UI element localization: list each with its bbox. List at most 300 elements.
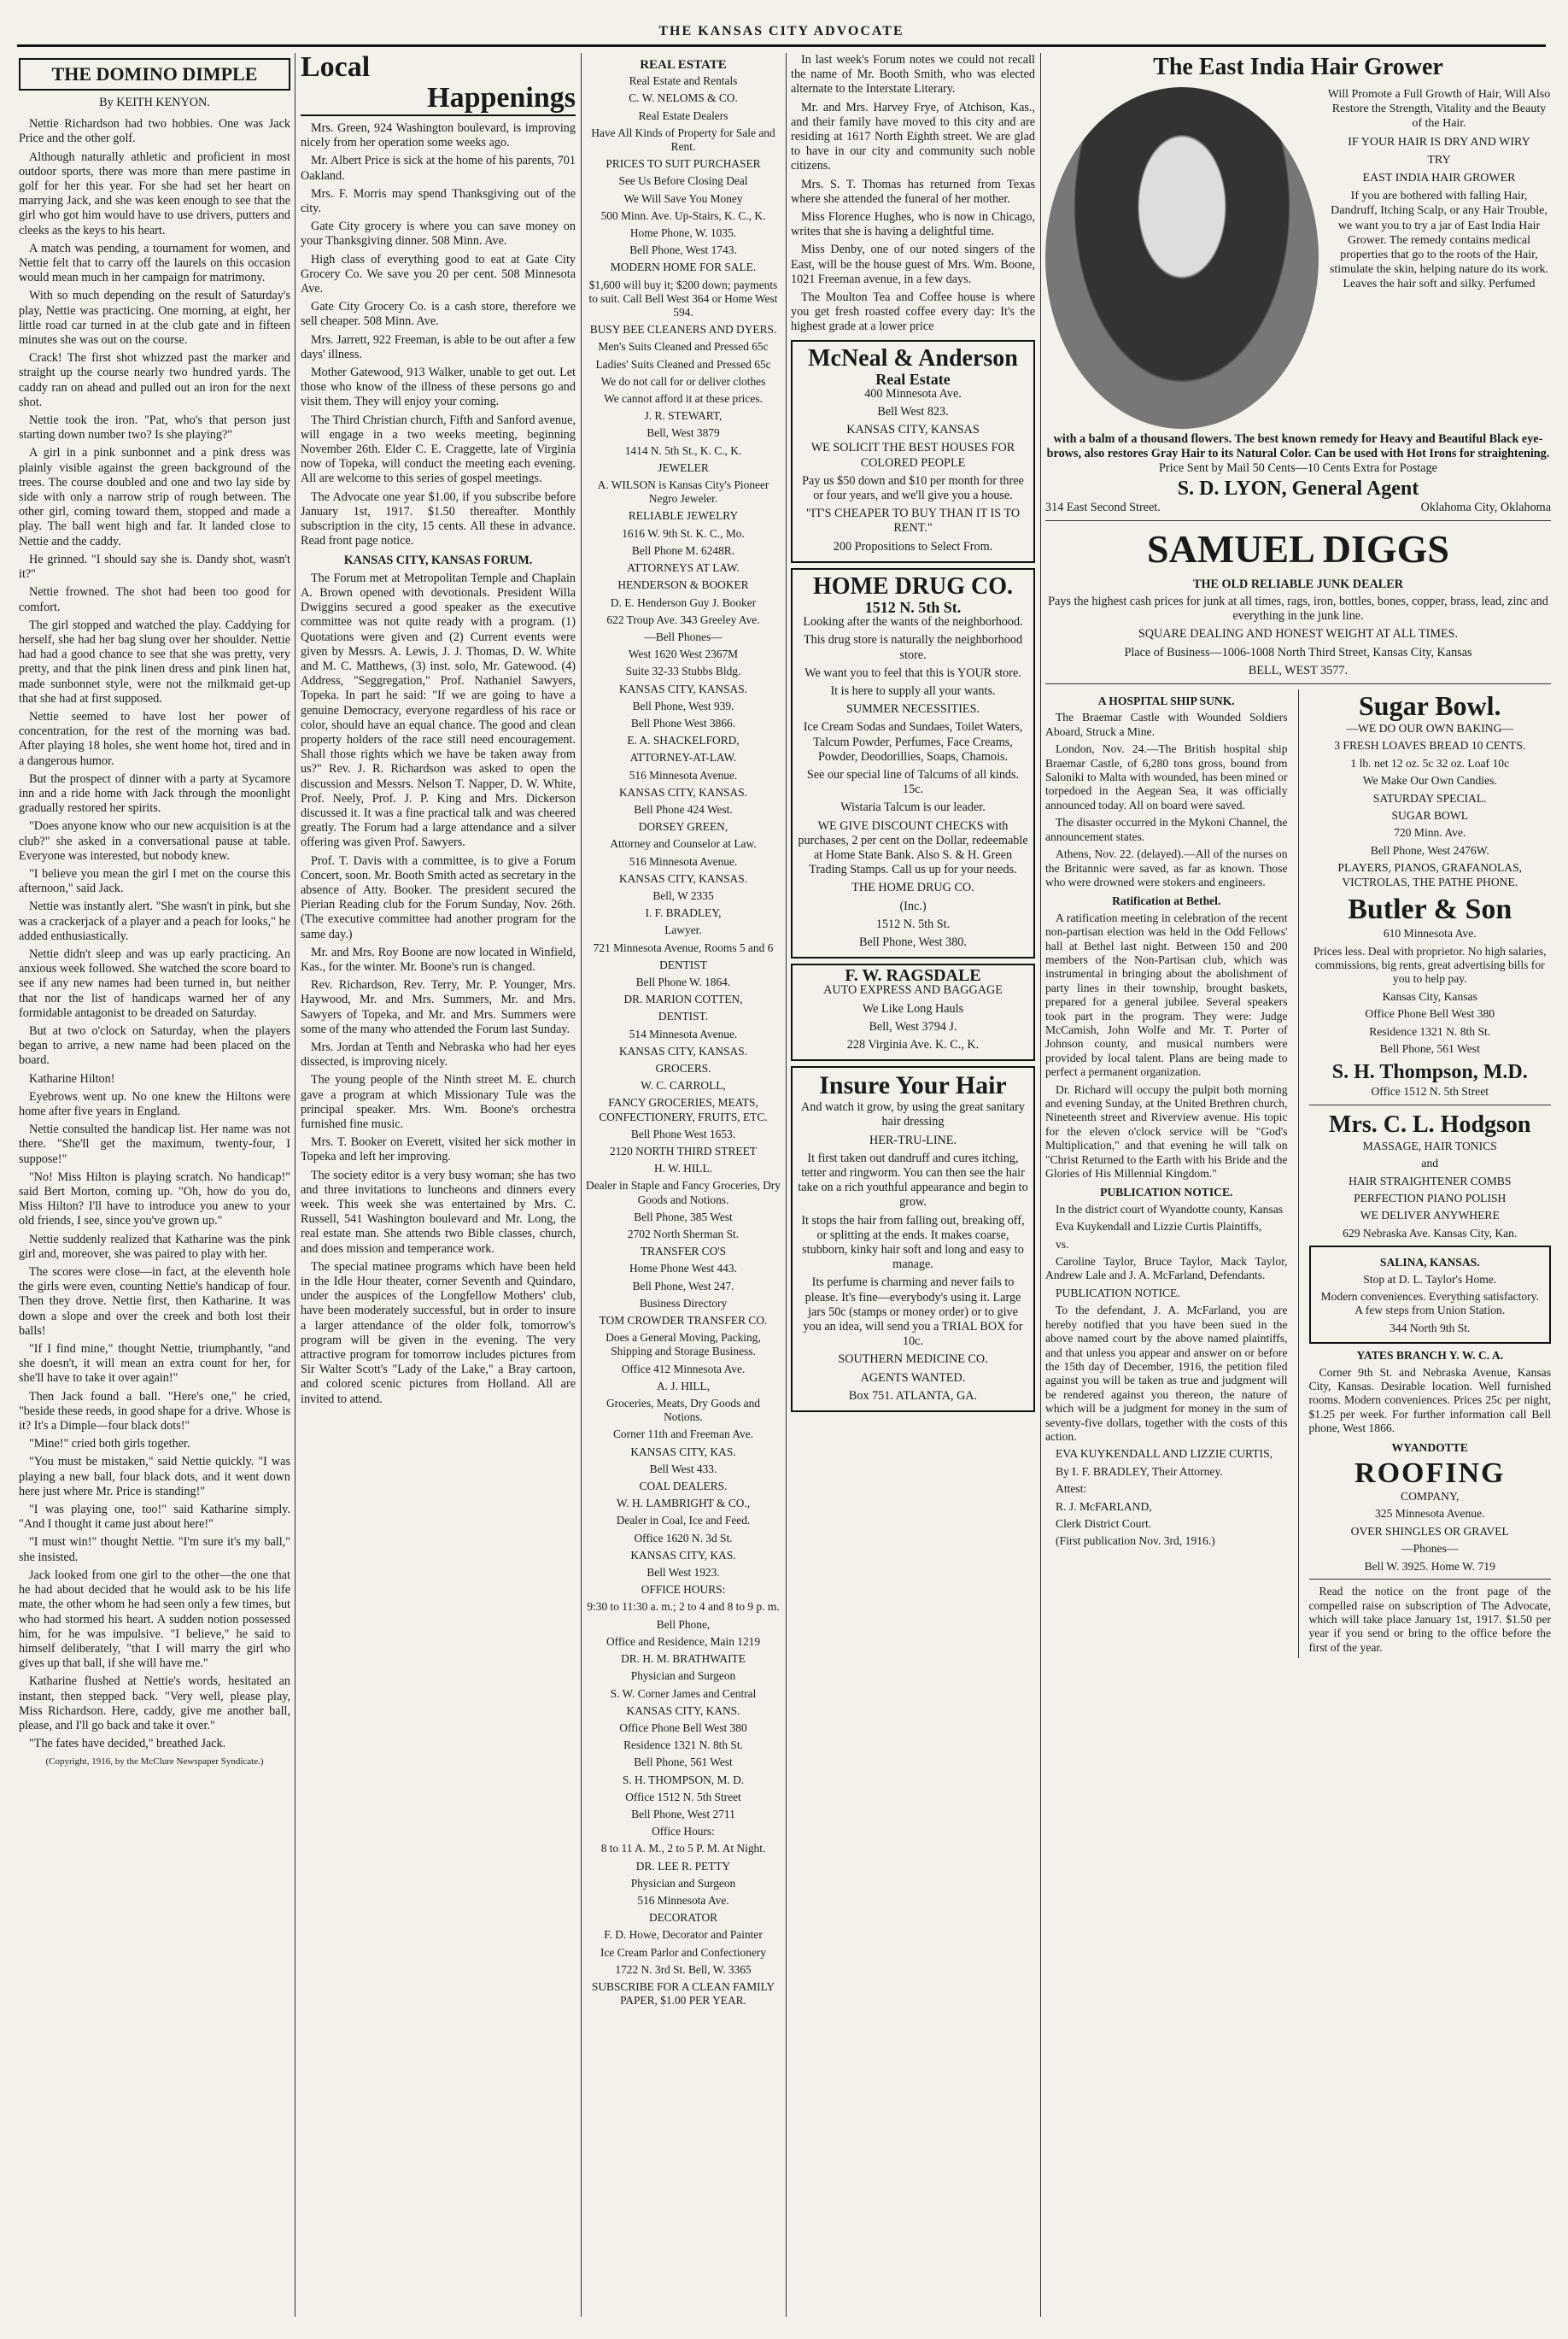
copyright-line: (Copyright, 1916, by the McClure Newspaper Syndicate.) — [45, 1756, 264, 1767]
salina-title: SALINA, KANSAS. — [1379, 1256, 1480, 1269]
ragsdale-lines — [798, 983, 1028, 1052]
directory-line: Bell West 1923. — [647, 1566, 720, 1580]
ad-line: Prices less. Deal with proprietor. No high salaries, commissions, big rents, great advertising bills for you to help pay. — [1313, 944, 1547, 986]
local-item: Mr. Albert Price is sick at the home of his parents, 701 Oakland. — [301, 154, 576, 183]
directory-line: D. E. Henderson Guy J. Booker — [610, 595, 757, 609]
directory-line: Bell Phone, 385 West — [634, 1210, 733, 1223]
thompson-title: S. H. Thompson, M.D. — [1331, 1061, 1528, 1084]
east-india-side — [1327, 87, 1551, 429]
publication-heading: PUBLICATION NOTICE. — [1100, 1186, 1233, 1199]
directory-line: Suite 32-33 Stubbs Bldg. — [625, 665, 741, 678]
directory-line: ATTORNEY-AT-LAW. — [629, 751, 737, 765]
local-item: Gate City grocery is where you can save money on your Thanksgiving dinner. 508 Minn. Ave. — [301, 220, 576, 249]
ad-line: Stop at D. L. Taylor's Home. — [1363, 1272, 1497, 1286]
ad-line: Bell W. 3925. Home W. 719 — [1364, 1559, 1495, 1573]
directory-line: Bell Phone, — [656, 1617, 711, 1631]
ad-line: IF YOUR HAIR IS DRY AND WIRY — [1348, 135, 1530, 149]
directory-line: Attorney and Counselor at Law. — [610, 837, 757, 851]
hodgson-title: Mrs. C. L. Hodgson — [1329, 1111, 1531, 1138]
directory-column — [586, 53, 781, 2325]
ad-line: 3 FRESH LOAVES BREAD 10 CENTS. — [1334, 739, 1526, 753]
column-rule — [786, 53, 787, 2317]
real-estate-heading: REAL ESTATE — [640, 58, 727, 72]
story-paragraph: The girl stopped and watched the play. Caddying for herself, she had her bag slung over her shoulder. Nettie had had a good chance to see that she was pretty, very pretty, and that the pink linen dress and pink linen hat, made sunbonnet style, were not the milkmaid get-up that she had at first supposed. — [19, 618, 290, 706]
directory-line: MODERN HOME FOR SALE. — [610, 261, 757, 274]
ratify-heading: Ratification at Bethel. — [1112, 894, 1221, 908]
east-india-address: 314 East Second Street. — [1045, 500, 1161, 514]
ad-line: SQUARE DEALING AND HONEST WEIGHT AT ALL TIMES. — [1138, 627, 1459, 642]
local-title-2: Happenings — [427, 82, 576, 114]
story-paragraph: Nettie suddenly realized that Katharine was the pink girl and, moreover, she was paired to play with her. — [19, 1232, 290, 1261]
directory-line: C. W. NELOMS & CO. — [629, 91, 738, 105]
story-title-box — [19, 58, 290, 91]
salina-lines — [1316, 1273, 1545, 1336]
directory-line: 514 Minnesota Avenue. — [629, 1027, 738, 1041]
ad-line: 325 Minnesota Avenue. — [1375, 1507, 1485, 1521]
ad-line: WE SOLICIT THE BEST HOUSES FOR COLORED PEOPLE — [810, 441, 1015, 470]
ad-line: MASSAGE, HAIR TONICS — [1362, 1139, 1497, 1152]
directory-line: KANSAS CITY, KAS. — [630, 1445, 736, 1458]
forum-heading: KANSAS CITY, KANSAS FORUM. — [343, 554, 533, 568]
story-paragraph: A match was pending, a tournament for women, and Nettie felt that to carry off the laurels on this occasion would mean much in her campaign for matrimony. — [19, 241, 290, 285]
directory-line: S. H. THOMPSON, M. D. — [622, 1773, 745, 1786]
directory-line: Dealer in Coal, Ice and Feed. — [616, 1514, 751, 1527]
ad-line: and — [1421, 1157, 1439, 1170]
directory-line: Real Estate Dealers — [638, 108, 728, 122]
story-byline: By KEITH KENYON. — [99, 96, 210, 109]
ad-line: PERFECTION PIANO POLISH — [1354, 1191, 1507, 1205]
story-paragraph: Jack looked from one girl to the other—the one that he had about decided that he would ask to be his life mate, the other whom he had seen only a few times, but who had stormed his heart. A sudden notion possessed him, for he was impulsive. "I believe," he said to himself deliberately, "that I will marry the girl who gives up that ball, if she will have me." — [19, 1568, 290, 1671]
notice-line: Attest: — [1056, 1482, 1087, 1496]
ad-line: Ice Cream Sodas and Sundaes, Toilet Waters, Talcum Powder, Perfumes, Face Creams, Powder, Deodorillies, Soaps, Chamois. — [803, 720, 1023, 764]
directory-line: Bell Phone, 561 West — [634, 1756, 733, 1769]
notice-line: R. J. McFARLAND, — [1056, 1499, 1152, 1513]
directory-line: Physician and Surgeon — [630, 1669, 736, 1683]
story-paragraph: "Does anyone know who our new acquisition is at the club?" she asked in a conversational pause at table. Everyone was interested, but nobody knew. — [19, 819, 290, 863]
story-paragraph: But the prospect of dinner with a party at Sycamore inn and a ride home with Jack through the moonlight gradually restored her spirits. — [19, 771, 290, 816]
news-paragraph: Mrs. S. T. Thomas has returned from Texas where she attended the funeral of her mother. — [791, 177, 1035, 206]
ad-line: Its perfume is charming and never fails to please. It's fine—everybody's using it. Large jars 50c (stamps or money order) or to give you an idea, will send you a TRIAL BOX for 10c. — [803, 1275, 1023, 1349]
directory-line: We Will Save You Money — [623, 191, 743, 205]
directory-line: 516 Minnesota Ave. — [637, 1893, 729, 1907]
story-paragraph: "No! Miss Hilton is playing scratch. No handicap!" said Bert Morton, coming up. "Oh, how do you do, Miss Hilton? I'll have to introduce you anew to your old friends, I see, since you've grown up." — [19, 1170, 290, 1228]
hodgson-lines — [1309, 1140, 1552, 1240]
ad-line: This drug store is naturally the neighborhood store. — [803, 633, 1023, 662]
directory-line: Dealer in Staple and Fancy Groceries, Dry Goods and Notions. — [586, 1179, 781, 1206]
directory-line: KANSAS CITY, KANSAS. — [618, 682, 748, 695]
ad-line: Modern conveniences. Everything satisfactory. A few steps from Union Station. — [1320, 1290, 1539, 1317]
ad-line: 720 Minn. Ave. — [1394, 826, 1466, 840]
ad-line: 400 Minnesota Ave. — [864, 386, 962, 401]
directory-line: Bell West 433. — [649, 1462, 717, 1475]
ad-line: 228 Virginia Ave. K. C., K. — [846, 1037, 980, 1052]
ad-line: If you are bothered with falling Hair, Dandruff, Itching Scalp, or any Hair Trouble, we want you to try a jar of East India Hair Grower. The remedy contains medical properties that go to the roots of the Hair, stimulate the skin, helping nature do its work. Leaves the hair soft and silky. Perfumed — [1329, 190, 1549, 291]
drug-address: 1512 N. 5th St. — [864, 598, 962, 616]
ad-line: SOUTHERN MEDICINE CO. — [838, 1352, 988, 1367]
ad-line: SATURDAY SPECIAL. — [1372, 791, 1487, 805]
diggs-lines — [1045, 595, 1551, 678]
story-paragraph: "I believe you mean the girl I met on the course this afternoon," said Jack. — [19, 866, 290, 896]
notice-line: Caroline Taylor, Bruce Taylor, Mack Taylor, Andrew Lale and J. A. McFarland, Defendants. — [1045, 1255, 1288, 1282]
ad-line: AGENTS WANTED. — [860, 1370, 966, 1385]
ad-line: EAST INDIA HAIR GROWER — [1362, 172, 1516, 185]
diggs-ad — [1045, 526, 1551, 678]
directory-line: HENDERSON & BOOKER — [617, 578, 749, 592]
ads-subcolumn — [1309, 689, 1552, 1658]
directory-line: $1,600 will buy it; $200 down; payments to suit. Call Bell West 364 or Home West 594. — [588, 278, 778, 319]
directory-line: F. D. Howe, Decorator and Painter — [604, 1928, 763, 1942]
east-india-body — [1045, 87, 1551, 429]
directory-line: TOM CROWDER TRANSFER CO. — [599, 1314, 768, 1328]
directory-line: SUBSCRIBE FOR A CLEAN FAMILY PAPER, $1.00 PER YEAR. — [591, 1979, 775, 2008]
story-paragraph: Nettie frowned. The shot had been too good for comfort. — [19, 585, 290, 614]
forum-paragraph: Rev. Richardson, Rev. Terry, Mr. P. Younger, Mrs. Haywood, Mr. and Mrs. Summers, Mr. and Mrs. Sawyers of Topeka, and Mr. and Mrs. Summers were some of the many who attended the Forum last Sunday. — [301, 978, 576, 1036]
butler-lines — [1309, 927, 1552, 1004]
directory-line: 1414 N. 5th St., K. C., K. — [624, 443, 742, 457]
notice-line: (First publication Nov. 3rd, 1916.) — [1056, 1534, 1215, 1548]
directory-line: I. F. BRADLEY, — [645, 906, 722, 920]
diggs-title: SAMUEL DIGGS — [1146, 526, 1450, 571]
ad-line: We Like Long Hauls — [862, 1001, 964, 1016]
story-paragraph: With so much depending on the result of Saturday's play, Nettie was practicing. One morning, at eight, her little road car turned in at the club gate and in fifteen minutes she was out on the course. — [19, 289, 290, 348]
forum-paragraph: Mr. and Mrs. Roy Boone are now located in Winfield, Kas., for the winter. Mr. Boone's run is changed. — [301, 945, 576, 974]
ad-line: —WE DO OUR OWN BAKING— — [1346, 722, 1514, 736]
directory-line: Office 412 Minnesota Ave. — [621, 1362, 746, 1375]
directory-line: Bell, W 2335 — [652, 888, 714, 902]
east-india-ad — [1045, 53, 1551, 515]
ad-line: "IT'S CHEAPER TO BUY THAN IT IS TO RENT." — [805, 507, 1021, 536]
story-paragraph: "Mine!" cried both girls together. — [29, 1437, 190, 1451]
ad-line: 200 Propositions to Select From. — [833, 539, 993, 554]
directory-line: 500 Minn. Ave. Up-Stairs, K. C., K. — [600, 208, 766, 222]
directory-line: W. H. LAMBRIGHT & CO., — [616, 1497, 751, 1510]
local-happenings-column — [301, 53, 576, 2325]
directory-line: Office 1620 N. 3d St. — [634, 1531, 733, 1545]
ad-line: Wistaria Talcum is our leader. — [840, 800, 986, 815]
ragsdale-title: F. W. RAGSDALE — [845, 966, 981, 986]
east-india-footer — [1045, 501, 1551, 515]
forum-paragraph: The society editor is a very busy woman; she has two and three invitations to luncheons and dinners every week. This week she was entertained by Mrs. C. Russell, 541 Washington boulevard and Mr. Long, the real estate man. She attends two Bible classes, church, and does mission and temperance work. — [301, 1168, 576, 1256]
mcneal-subtitle: Real Estate — [875, 370, 951, 388]
directory-line: A. J. HILL, — [656, 1379, 711, 1392]
story-paragraph: Crack! The first shot whizzed past the marker and straight up the course nearly two hundred yards. The caddy ran on ahead and pulled out an iron for the next shot. — [19, 351, 290, 409]
ad-line: HAIR STRAIGHTENER COMBS — [1349, 1174, 1512, 1187]
directory-line: Have All Kinds of Property for Sale and Rent. — [591, 126, 775, 154]
directory-line: DR. MARION COTTEN, — [623, 993, 743, 1006]
forum-paragraph: The young people of the Ninth street M. E. church gave a program at which Missionary Tule was the principal speaker. Mrs. Wm. Boone's orchestra furnished fine music. — [301, 1073, 576, 1131]
news-paragraph: Miss Florence Hughes, who is now in Chicago, writes that she is having a delightful time. — [791, 210, 1035, 239]
directory-line: KANSAS CITY, KANS. — [626, 1703, 740, 1717]
ad-line: Kansas City, Kansas — [1382, 989, 1477, 1003]
roofing-top: WYANDOTTE — [1391, 1440, 1468, 1454]
roofing-title: ROOFING — [1354, 1457, 1506, 1490]
local-item: Gate City Grocery Co. is a cash store, therefore we sell cheaper. 508 Minn. Ave. — [301, 300, 576, 329]
directory-line: Bell Phone, West 939. — [632, 699, 734, 712]
forum-paragraph: Prof. T. Davis with a committee, is to give a Forum Concert, soon. Mr. Booth Smith acted as secretary in the absence of Atty. Booker. The president secured the Pierian Reading club for the Forum Sunday, Nov. 26th. (The executive committee had another program for the same day.) — [301, 853, 576, 941]
sugar-lines — [1309, 722, 1552, 889]
ad-line: Box 751. ATLANTA, GA. — [848, 1388, 978, 1403]
ad-line: PLAYERS, PIANOS, GRAFANOLAS, VICTROLAS, THE PATHE PHONE. — [1337, 861, 1523, 888]
ad-line: WE GIVE DISCOUNT CHECKS with purchases, 2 per cent on the Dollar, redeemable at Home State Bank. Also S. & H. Green Trading Stamps. Call us up for your needs. — [798, 818, 1028, 877]
notice-line: Eva Kuykendall and Lizzie Curtis Plaintiffs, — [1056, 1220, 1262, 1234]
directory-line: H. W. HILL. — [653, 1162, 713, 1175]
local-item: Mother Gatewood, 913 Walker, unable to get out. Let those who know of the illness of these persons go and visit them. They will enjoy your coming. — [301, 366, 576, 409]
directory-line: Does a General Moving, Packing, Shipping and Storage Business. — [606, 1331, 761, 1358]
directory-line: DR. LEE R. PETTY — [635, 1859, 731, 1873]
ad-line: Bell Phone, West 2476W. — [1370, 843, 1489, 857]
directory-line: KANSAS CITY, KANSAS. — [618, 785, 748, 799]
news-paragraph: The Moulton Tea and Coffee house is where you get fresh roasted coffee every day: It's the highest grade at a lower price — [791, 290, 1035, 334]
story-paragraph: "If I find mine," thought Nettie, triumphantly, "and she doesn't, it will mean an extra count for her, for she'll have to take it over again!" — [19, 1342, 290, 1386]
notice-line: PUBLICATION NOTICE. — [1056, 1286, 1180, 1299]
directory-line: Office and Residence, Main 1219 — [606, 1634, 761, 1648]
directory-line: TRANSFER CO'S — [640, 1245, 727, 1258]
directory-line: Office 1512 N. 5th Street — [625, 1790, 741, 1803]
story-paragraph: But at two o'clock on Saturday, when the players began to arrive, a new name had been placed on the board. — [19, 1023, 290, 1068]
divider — [1045, 683, 1551, 684]
roofing-lines — [1309, 1490, 1552, 1574]
ywca-text: Corner 9th St. and Nebraska Avenue, Kansas City, Kansas. Desirable location. Well furnished rooms. Modern conveniences. Prices 25c per night, $1.25 per week. For further information call Bell phone, West 1866. — [1308, 1365, 1551, 1435]
ad-line: SUGAR BOWL — [1391, 809, 1468, 823]
ad-line: BELL, WEST 3577. — [1248, 663, 1349, 677]
story-paragraph: "The fates have decided," breathed Jack. — [29, 1737, 226, 1751]
directory-line: Bell Phone W. 1864. — [635, 975, 731, 988]
directory-line: KANSAS CITY, KANSAS. — [618, 1044, 748, 1058]
story-paragraph: The scores were close—in fact, at the eleventh hole the girls were even, counting Nettie's handicap of four. Then they drove. Nettie first, then Katharine. It was down a slope and over the creek and both lost their balls! — [19, 1265, 290, 1338]
ad-line: SUMMER NECESSITIES. — [845, 702, 980, 717]
local-item: High class of everything good to eat at Gate City Grocery Co. We save you 20 per cent. 508 Minnesota Ave. — [301, 252, 576, 296]
publication-paras — [1045, 1203, 1288, 1549]
news-paragraph: Dr. Richard will occupy the pulpit both morning and evening Sunday, at the United Brethren church, Nineteenth street and Riverview avenue. His topic for the eleven o'clock service will be "God's Multiplication," and that evening he will talk on "Christ Returned to the Earth with his Bride and the Glories of His Millennial Kingdom." — [1045, 1082, 1288, 1181]
ad-line: WE DELIVER ANYWHERE — [1360, 1209, 1500, 1222]
directory-line: J. R. STEWART, — [644, 409, 723, 423]
hair-lines — [798, 1100, 1028, 1404]
ad-line: Bell West 823. — [877, 405, 949, 419]
ad-line: (Inc.) — [899, 899, 927, 913]
notice-line: By I. F. BRADLEY, Their Attorney. — [1056, 1464, 1223, 1478]
directory-line: 2120 NORTH THIRD STREET — [610, 1145, 757, 1158]
hair-title: Insure Your Hair — [819, 1071, 1007, 1100]
directory-line: Ladies' Suits Cleaned and Pressed 65c — [595, 357, 771, 371]
masthead: THE KANSAS CITY ADVOCATE — [17, 24, 1546, 47]
ywca-title: YATES BRANCH Y. W. C. A. — [1356, 1349, 1504, 1363]
subscription-notice: Read the notice on the front page of the compelled raise on subscription of The Advocate, which will take place January 1st, 1917. $1.50 per year if you send or bring to the office before the first of the year. — [1308, 1585, 1551, 1654]
diggs-subtitle: THE OLD RELIABLE JUNK DEALER — [1193, 577, 1403, 591]
story-paragraph: Nettie didn't sleep and was up early practicing. An anxious week followed. She watched the score board to see if any new names had been turned in, but neither that nor the list of handicaps warned her of any formidable antagonist to be dreaded on Saturday. — [19, 947, 290, 1020]
ad-line: —Phones— — [1401, 1542, 1459, 1556]
directory-line: Real Estate and Rentals — [629, 74, 738, 88]
directory-line: 721 Minnesota Avenue, Rooms 5 and 6 — [593, 941, 774, 954]
story-paragraph: Then Jack found a ball. "Here's one," he cried, "beside these reeds, in good shape for a drive. Whose is it? It's a Dimple—four black dots!" — [19, 1389, 290, 1433]
directory-line: Physician and Surgeon — [630, 1876, 736, 1890]
thompson-lines — [1309, 1007, 1552, 1056]
directory-line: Office Hours: — [652, 1825, 715, 1838]
home-drug-ad — [791, 568, 1035, 958]
directory-line: OFFICE HOURS: — [641, 1583, 726, 1597]
directory-line: DENTIST. — [658, 1010, 709, 1023]
directory-line: 2702 North Sherman St. — [627, 1228, 740, 1241]
forum-paragraph: Mrs. Jordan at Tenth and Nebraska who had her eyes dissected, is improving nicely. — [301, 1040, 576, 1070]
directory-line: 516 Minnesota Avenue. — [629, 854, 738, 868]
story-paragraph: Katharine flushed at Nettie's words, hesitated an instant, then stepped back. "Very well, please play, Miss Richardson. Here, caddy, give me another ball, please, and I'll go back and take it over." — [19, 1674, 290, 1732]
local-header — [301, 53, 576, 116]
ad-line: Pay us $50 down and $10 per month for three or four years, and we'll give you a house. — [802, 473, 1024, 503]
directory-line: We cannot afford it at these prices. — [604, 392, 763, 406]
story-paragraph: Nettie was instantly alert. "She wasn't in pink, but she was a crackerjack of a player and a peach for looks," he added enthusiastically. — [19, 900, 290, 943]
directory-line: Lawyer. — [664, 923, 702, 937]
ad-line: Pays the highest cash prices for junk at all times, rags, iron, bottles, bones, copper, brass, lead, zinc and everything in the junk line. — [1048, 595, 1548, 624]
ad-line: THE HOME DRUG CO. — [851, 881, 974, 895]
directory-line: Home Phone West 443. — [629, 1262, 737, 1275]
directory-line: PRICES TO SUIT PURCHASER — [606, 157, 761, 171]
ad-line: COMPANY, — [1401, 1490, 1460, 1504]
ragsdale-ad — [791, 964, 1035, 1061]
ship-paras — [1045, 711, 1288, 889]
directory-line: W. C. CARROLL, — [641, 1079, 726, 1093]
directory-line: DECORATOR — [648, 1911, 718, 1925]
directory-line: See Us Before Closing Deal — [618, 174, 748, 188]
ad-line: 344 North 9th St. — [1390, 1321, 1471, 1334]
directory-line: Men's Suits Cleaned and Pressed 65c — [598, 340, 769, 354]
forum-paragraph: Mrs. T. Booker on Everett, visited her sick mother in Topeka and left her improving. — [301, 1135, 576, 1164]
ad-line: Residence 1321 N. 8th St. — [1369, 1024, 1491, 1038]
story-paragraph: Katharine Hilton! — [29, 1071, 115, 1086]
local-item: The Third Christian church, Fifth and Sanford avenue, will engage in a two weeks meeting, beginning November 26th. Elder C. E. Craggette, late of Virginia now of Topeka, will conduct the meeting each evening. All are welcome to this series of gospel meetings. — [301, 413, 576, 486]
ad-line: Office Phone Bell West 380 — [1365, 1007, 1495, 1021]
ad-line: Place of Business—1006-1008 North Third Street, Kansas City, Kansas — [1124, 645, 1472, 659]
directory-line: DORSEY GREEN, — [638, 820, 728, 834]
directory-line: —Bell Phones— — [644, 630, 723, 643]
local-item: Mrs. Green, 924 Washington boulevard, is improving nicely from her operation some weeks ago. — [301, 121, 576, 150]
directory-line: S. W. Corner James and Central — [610, 1686, 757, 1700]
directory-line: 622 Troup Ave. 343 Greeley Ave. — [606, 613, 760, 626]
ad-line: Will Promote a Full Growth of Hair, Will Also Restore the Strength, Vitality and the Beauty of the Hair. — [1327, 88, 1551, 131]
insure-hair-ad — [791, 1066, 1035, 1412]
ad-line: It stops the hair from falling out, breaking off, or splitting at the ends. It makes coarse, stubborn, kinky hair soft and long and easy to manage. — [801, 1213, 1025, 1272]
notice-line: vs. — [1056, 1237, 1069, 1251]
directory-line: COAL DEALERS. — [639, 1480, 728, 1493]
east-india-city: Oklahoma City, Oklahoma — [1420, 500, 1551, 514]
directory-line: Bell Phone, West 247. — [632, 1279, 734, 1293]
directory-line: We do not call for or deliver clothes — [600, 374, 766, 388]
local-title-1: Local — [301, 53, 371, 83]
ad-line: Bell, West 3794 J. — [869, 1019, 957, 1034]
directory-line: Home Phone, W. 1035. — [629, 226, 737, 240]
ad-line: 1 lb. net 12 oz. 5c 32 oz. Loaf 10c — [1350, 756, 1510, 770]
ad-line: And watch it grow, by using the great sanitary hair dressing — [801, 1100, 1025, 1129]
story-paragraph: Nettie Richardson had two hobbies. One was Jack Price and the other golf. — [19, 117, 290, 146]
local-item: The Advocate one year $1.00, if you subscribe before January 1st, 1917. $1.50 thereafter. Monthly subscription in the city, 15 cents. All these in advance. Read front page notice. — [301, 489, 576, 548]
ad-line: Bell Phone, West 380. — [859, 935, 967, 949]
story-paragraph: Nettie seemed to have lost her power of concentration, for the rest of the morning was bad. After playing 18 holes, she went home hot, tired and in a dangerous humor. — [19, 709, 290, 768]
directory-line: DENTIST — [659, 958, 707, 971]
notice-line: EVA KUYKENDALL AND LIZZIE CURTIS, — [1056, 1447, 1273, 1461]
sugar-title: Sugar Bowl. — [1358, 690, 1501, 722]
ad-line: AUTO EXPRESS AND BAGGAGE — [823, 983, 1003, 998]
story-paragraph: "You must be mistaken," said Nettie quickly. "I was playing a new ball, four black dots, and it went down here just where Mr. Price is standing!" — [19, 1455, 290, 1498]
directory-line: 516 Minnesota Avenue. — [629, 768, 738, 782]
ad-line: We want you to feel that this is YOUR store. — [804, 665, 1021, 680]
directory-line: West 1620 West 2367M — [628, 648, 739, 661]
east-india-title: The East India Hair Grower — [1153, 54, 1443, 80]
news-paragraph: Athens, Nov. 22. (delayed).—All of the nurses on the Britannic were saved, as far as known. Those who were drowned were stokers and engineers. — [1045, 847, 1288, 888]
news-paragraph: Mr. and Mrs. Harvey Frye, of Atchison, Kas., and their family have moved to this city and are residing at 1617 North Eighth street. We are glad to have in our city and community such noble citizens. — [791, 100, 1035, 173]
story-paragraph: A girl in a pink sunbonnet and a pink dress was plainly visible against the green background of the trees. The course doubled and one and two lay side by side with only a narrow strip of rough between. The other girl, coming toward them, stopped and made a play. The ball went high and far. It landed close to Nettie and the caddy. — [19, 446, 290, 548]
news-ads-column — [791, 53, 1035, 2325]
directory-line: RELIABLE JEWELRY — [628, 509, 739, 523]
directory-line: Ice Cream Parlor and Confectionery — [600, 1945, 767, 1959]
news-paragraph: London, Nov. 24.—The British hospital ship Braemar Castle, of 6,280 tons gross, bound from Saloniki to Malta with wounded, has been mined or torpedoed in the Aegean Sea, it was officially announced today. All on board were saved. — [1045, 742, 1288, 812]
story-paragraph: "I must win!" thought Nettie. "I'm sure it's my ball," she insisted. — [19, 1535, 290, 1564]
ad-line: OVER SHINGLES OR GRAVEL — [1350, 1524, 1509, 1538]
east-india-bottom: with a balm of a thousand flowers. The best known remedy for Heavy and Beautiful Black eye-brows, also restores Gray Hair to its Natural Color. Can be used with Hot Irons for straightening. — [1046, 432, 1550, 461]
divider — [1309, 1579, 1552, 1580]
ad-line: Bell Phone, 561 West — [1379, 1041, 1480, 1055]
mcneal-lines — [798, 387, 1028, 554]
directory-line: 9:30 to 11:30 a. m.; 2 to 4 and 8 to 9 p. m. — [587, 1600, 780, 1614]
east-india-price: Price Sent by Mail 50 Cents—10 Cents Extra for Postage — [1159, 461, 1437, 476]
forum-items — [301, 572, 576, 1407]
local-item: Mrs. Jarrett, 922 Freeman, is able to be out after a few days' illness. — [301, 332, 576, 361]
ad-line: 610 Minnesota Ave. — [1383, 927, 1477, 941]
directory-line: Bell Phone, West 2711 — [631, 1807, 735, 1820]
salina-ad — [1309, 1246, 1552, 1344]
portrait-image — [1045, 87, 1319, 429]
east-india-agent: S. D. LYON, General Agent — [1177, 477, 1419, 500]
ad-line: Looking after the wants of the neighborhood. — [803, 615, 1023, 630]
directory-line: BUSY BEE CLEANERS AND DYERS. — [589, 323, 777, 337]
directory-line: 1616 W. 9th St. K. C., Mo. — [622, 526, 745, 540]
news-paragraph: Miss Denby, one of our noted singers of the East, will be the house guest of Mrs. Wm. Boone, 1021 Freeman avenue, in a few days. — [791, 243, 1035, 286]
mcneal-title: McNeal & Anderson — [808, 344, 1018, 372]
directory-line: Residence 1321 N. 8th St. — [623, 1738, 743, 1752]
directory-items — [586, 74, 781, 2008]
notice-line: Clerk District Court. — [1056, 1516, 1152, 1530]
mcneal-ad — [791, 340, 1035, 563]
ad-line: TRY — [1427, 153, 1451, 167]
directory-line: Groceries, Meats, Dry Goods and Notions. — [606, 1397, 760, 1424]
forum-paragraph: The special matinee programs which have been held in the Idle Hour theater, corner Seventh and Quindaro, under the auspices of the Longfellow Mothers' club, have been moderately successful, but in order to insure a larger attendance of the older folk, tomorrow's program will be given in the evening. The very attractive program for tomorrow includes pictures from Sir Walter Scott's "Lady of the Lake," a Bray cartoon, and colored scenic pictures from Holland. All are invited to attend. — [301, 1259, 576, 1406]
divider — [1045, 520, 1551, 521]
ad-line: See our special line of Talcums of all kinds. 15c. — [806, 767, 1020, 797]
ad-line: It first taken out dandruff and cures itching, tetter and ringworm. You can then see the hair take on a rich youthful appearance and begin to grow. — [798, 1151, 1028, 1210]
directory-line: Bell Phone, West 1743. — [629, 243, 737, 257]
directory-line: E. A. SHACKELFORD, — [627, 734, 740, 747]
lower-two-columns — [1045, 689, 1551, 1658]
news-paragraph: The disaster occurred in the Mykoni Channel, the announcement states. — [1045, 816, 1288, 843]
ad-line: We Make Our Own Candies. — [1362, 774, 1497, 788]
directory-line: FANCY GROCERIES, MEATS, CONFECTIONERY, FRUITS, ETC. — [599, 1096, 768, 1123]
directory-line: Bell, West 3879 — [647, 426, 720, 440]
local-item: Mrs. F. Morris may spend Thanksgiving out of the city. — [301, 186, 576, 216]
story-paragraph: Eyebrows went up. No one knew the Hiltons were home after five years in England. — [19, 1089, 290, 1118]
directory-line: Bell Phone West 1653. — [630, 1127, 736, 1140]
directory-line: 8 to 11 A. M., 2 to 5 P. M. At Night. — [600, 1842, 766, 1855]
ad-line: It is here to supply all your wants. — [830, 683, 996, 698]
directory-line: Bell Phone West 3866. — [630, 716, 736, 730]
forum-paragraph: The Forum met at Metropolitan Temple and Chaplain A. Brown opened with devotionals. President Willa Dwiggins secured a good speaker as the executive committee was not quite ready with a program. (1) Quotations were given and (2) Current events were given by Messrs. A. Lewis, J. J. Thomas, D. W. White and M. C. Matthews, (3) inst. solo, Mr. Gatewood. (4) Address, "Seggregation," Prof. Nathaniel Sawyers, Topeka. In part he said: "If we are going to have a genuine Democracy, everyone regardless of his race or color, should have an equal chance. The good and clean property holders of the race still need encouragement. Shall those rights which we have be taken away from us?" Rev. J. R. Richardson was asked to open the discussion and Messrs. Nelson T. Napper, D. W. White, Prof. Neely, Prof. J. P. King and Mrs. Dickerson discussed it. It was a fine practical talk and was cheered greatly. The Forum had a large attendance and a silver offering was given Prof. Sawyers. — [301, 571, 576, 850]
directory-line: 1722 N. 3rd St. Bell, W. 3365 — [615, 1962, 752, 1976]
story-paragraph: He grinned. "I should say she is. Dandy shot, wasn't it?" — [19, 552, 290, 582]
thompson-office: Office 1512 N. 5th Street — [1371, 1085, 1489, 1099]
news-paragraph: In last week's Forum notes we could not recall the name of Mr. Booth Smith, who was elected alternate to the Interstate Literary. — [791, 53, 1035, 97]
directory-line: ATTORNEYS AT LAW. — [627, 561, 740, 575]
news-paragraph: A ratification meeting in celebration of the recent non-partisan election was held in the Odd Fellows' hall at Bethel last night. Between 150 and 200 members of the Non-Partisan club, which was instrumental in bringing about the abolishment of party lines in their township, brought baskets, prepared for a general jubilee. Several speakers took part in the program. They were: Judge McCamish, John Wolfe and Mr. T. Porter of Johnson county, and musical numbers were provided by local talent. Plans are being made to perfect a permanent organization. — [1045, 911, 1288, 1079]
ad-line: HER-TRU-LINE. — [869, 1133, 957, 1147]
ratify-paras — [1045, 912, 1288, 1181]
story-title: THE DOMINO DIMPLE — [51, 63, 258, 85]
story-body — [19, 117, 290, 1751]
